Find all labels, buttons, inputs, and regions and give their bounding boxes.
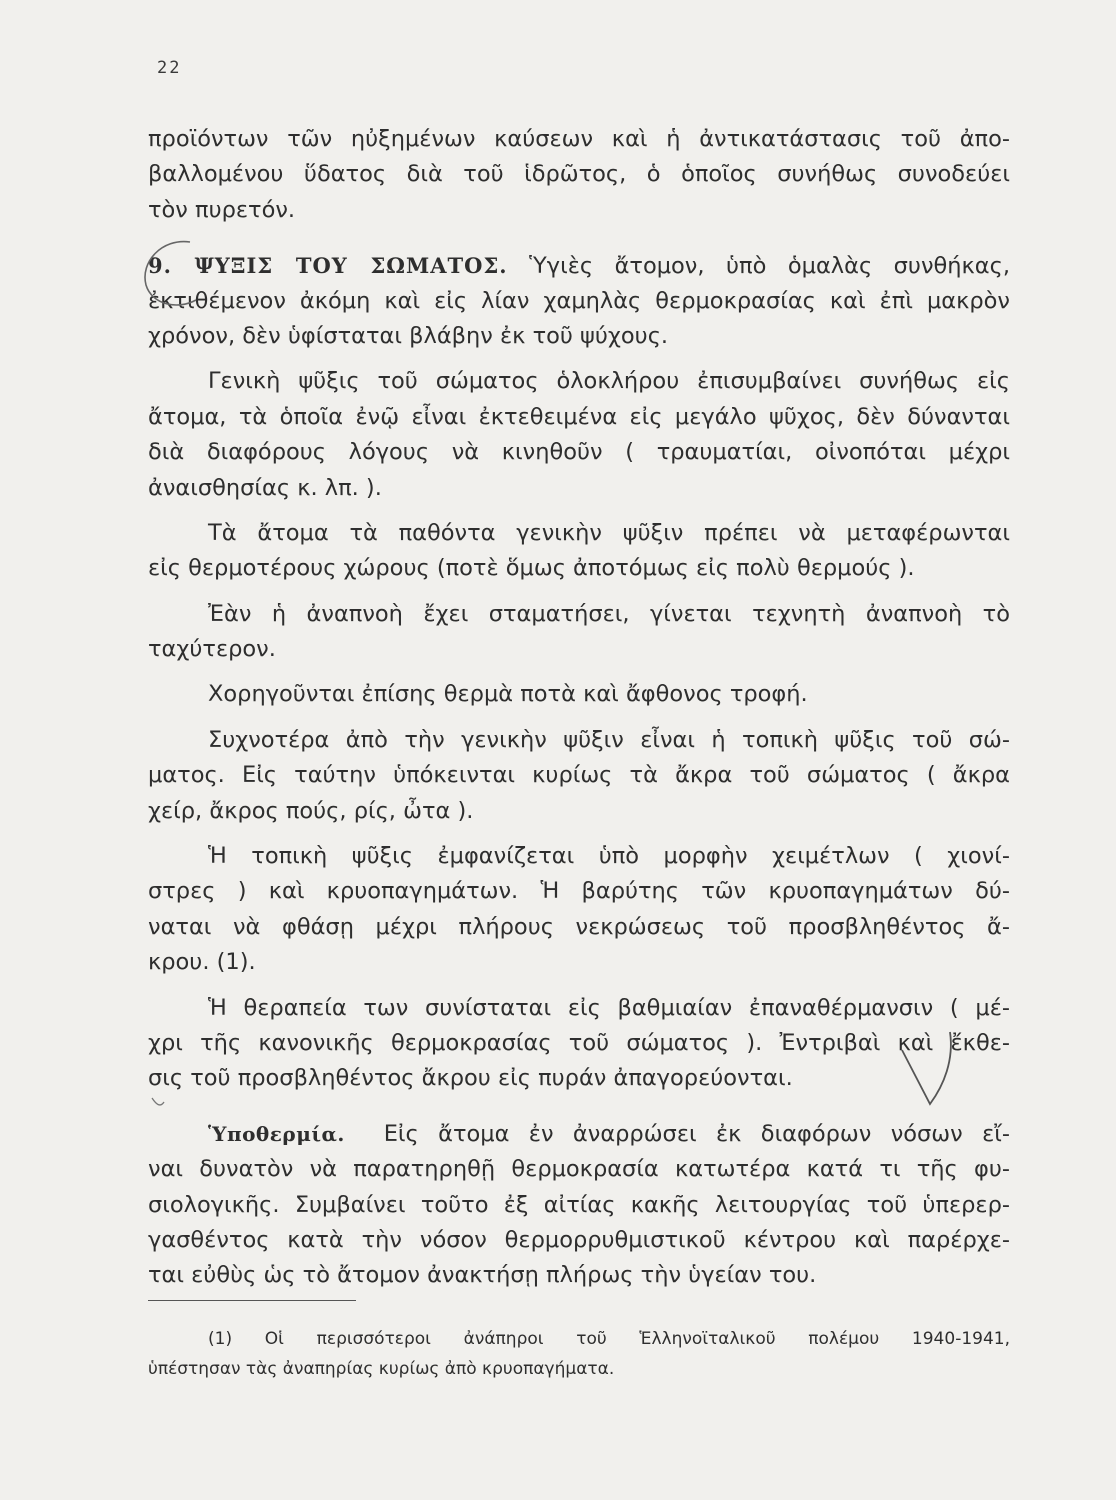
paragraph <box>148 364 1010 506</box>
text-line: βαλλομένου ὕδατος διὰ τοῦ ἱδρῶτος, ὁ ὁποῖος συνήθως συνοδεύει <box>148 161 1010 188</box>
text-line: ἀναισθησίας κ. λπ. ). <box>148 474 382 501</box>
hypothermia-first-line <box>148 1117 1010 1152</box>
section-9 <box>148 248 1010 354</box>
text-line: προϊόντων τῶν ηὐξημένων καύσεων καὶ ἡ ἀντικατάστασις τοῦ ἀπο- <box>148 126 1010 152</box>
text-line: στρες ) καὶ κρυοπαγημάτων. Ἡ βαρύτης τῶν κρυοπαγημάτων δύ- <box>148 878 1010 905</box>
text-line: Ἡ θεραπεία των συνίσταται εἰς βαθμιαίαν ἐπαναθέρμανσιν ( μέ- <box>208 994 1010 1021</box>
body-text <box>148 122 1010 1294</box>
footnote <box>148 1324 1010 1384</box>
text-line: ται εὐθὺς ὡς τὸ ἄτομον ἀνακτήσῃ πλήρως τὴν ὑγείαν του. <box>148 1262 817 1289</box>
page-number: 22 <box>157 58 182 78</box>
paragraph <box>148 723 1010 829</box>
text-line: εἰς θερμοτέρους χώρους (ποτὲ ὅμως ἀποτόμως εἰς πολὺ θερμούς ). <box>148 555 915 582</box>
section-9-first-line <box>148 248 1010 283</box>
section-subheading: Ὑποθερμία. <box>208 1121 345 1146</box>
paragraph <box>148 839 1010 981</box>
footnote-divider <box>148 1300 356 1301</box>
text-line: ναται νὰ φθάσῃ μέχρι πλήρους νεκρώσεως τοῦ προσβληθέντος ἄ- <box>148 913 1010 940</box>
text-line: ἐκτιθέμενον ἀκόμη καὶ εἰς λίαν χαμηλὰς θερμοκρασίας καὶ ἐπὶ μακρὸν <box>148 287 1010 314</box>
text-line: γασθέντος κατὰ τὴν νόσον θερμορρυθμιστικοῦ κέντρου καὶ παρέρχε- <box>148 1226 1010 1253</box>
section-heading: 9. ΨΥΞΙΣ ΤΟΥ ΣΩΜΑΤΟΣ. <box>148 253 508 279</box>
text-line: ἄτομα, τὰ ὁποῖα ἐνῷ εἶναι ἐκτεθειμένα εἰς μεγάλο ψῦχος, δὲν δύνανται <box>148 403 1010 430</box>
text-line: σις τοῦ προσβληθέντος ἄκρου εἰς πυράν ἀπαγορεύονται. <box>148 1065 793 1092</box>
text-line: Ἐὰν ἡ ἀναπνοὴ ἔχει σταματήσει, γίνεται τεχνητὴ ἀναπνοὴ τὸ <box>208 600 1010 627</box>
text-line: ναι δυνατὸν νὰ παρατηρηθῇ θερμοκρασία κατωτέρα κατά τι τῆς φυ- <box>148 1156 1010 1183</box>
text-line: Τὰ ἄτομα τὰ παθόντα γενικὴν ψῦξιν πρέπει νὰ μεταφέρωνται <box>208 519 1010 546</box>
paragraph <box>148 991 1010 1097</box>
paragraph <box>148 677 1010 712</box>
text-line: Χορηγοῦνται ἐπίσης θερμὰ ποτὰ καὶ ἄφθονος τροφή. <box>208 681 808 708</box>
text-line: τὸν πυρετόν. <box>148 196 296 223</box>
paragraph <box>148 597 1010 668</box>
text-line: χρι τῆς κανονικῆς θερμοκρασίας τοῦ σώματος ). Ἐντριβαὶ καὶ ἔκθε- <box>148 1029 1010 1056</box>
text-line: Γενικὴ ψῦξις τοῦ σώματος ὁλοκλήρου ἐπισυμβαίνει συνήθως εἰς <box>208 368 1010 395</box>
text-line: ταχύτερον. <box>148 636 276 663</box>
text-line: Συχνοτέρα ἀπὸ τὴν γενικὴν ψῦξιν εἶναι ἡ τοπικὴ ψῦξις τοῦ σώ- <box>208 726 1010 753</box>
text-line: κρου. (1). <box>148 949 256 976</box>
text-run: Εἰς ἄτομα ἐν ἀναρρώσει ἐκ διαφόρων νόσων εἴ- <box>383 1120 1010 1147</box>
text-line: ματος. Εἰς ταύτην ὑπόκεινται κυρίως τὰ ἄκρα τοῦ σώματος ( ἄκρα <box>148 762 1010 789</box>
text-line: διὰ διαφόρους λόγους νὰ κινηθοῦν ( τραυματίαι, οἰνοπόται μέχρι <box>148 439 1010 466</box>
hypothermia-section <box>148 1117 1010 1294</box>
paragraph-intro <box>148 122 1010 228</box>
footnote-line: ὑπέστησαν τὰς ἀναπηρίας κυρίως ἀπὸ κρυοπαγήματα. <box>148 1359 615 1379</box>
text-line: χρόνον, δὲν ὑφίσταται βλάβην ἐκ τοῦ ψύχους. <box>148 322 669 349</box>
paragraph <box>148 516 1010 587</box>
text-line: σιολογικῆς. Συμβαίνει τοῦτο ἐξ αἰτίας κακῆς λειτουργίας τοῦ ὑπερερ- <box>148 1191 1010 1218</box>
text-run: Ὑγιὲς ἄτομον, ὑπὸ ὁμαλὰς συνθήκας, <box>529 253 1010 280</box>
text-line: Ἡ τοπικὴ ψῦξις ἐμφανίζεται ὑπὸ μορφὴν χειμέτλων ( χιονί- <box>208 843 1010 870</box>
text-line: χείρ, ἄκρος πούς, ρίς, ὦτα ). <box>148 797 474 824</box>
footnote-line: (1) Οἱ περισσότεροι ἀνάπηροι τοῦ Ἑλληνοϊταλικοῦ πολέμου 1940-1941, <box>208 1329 1010 1349</box>
